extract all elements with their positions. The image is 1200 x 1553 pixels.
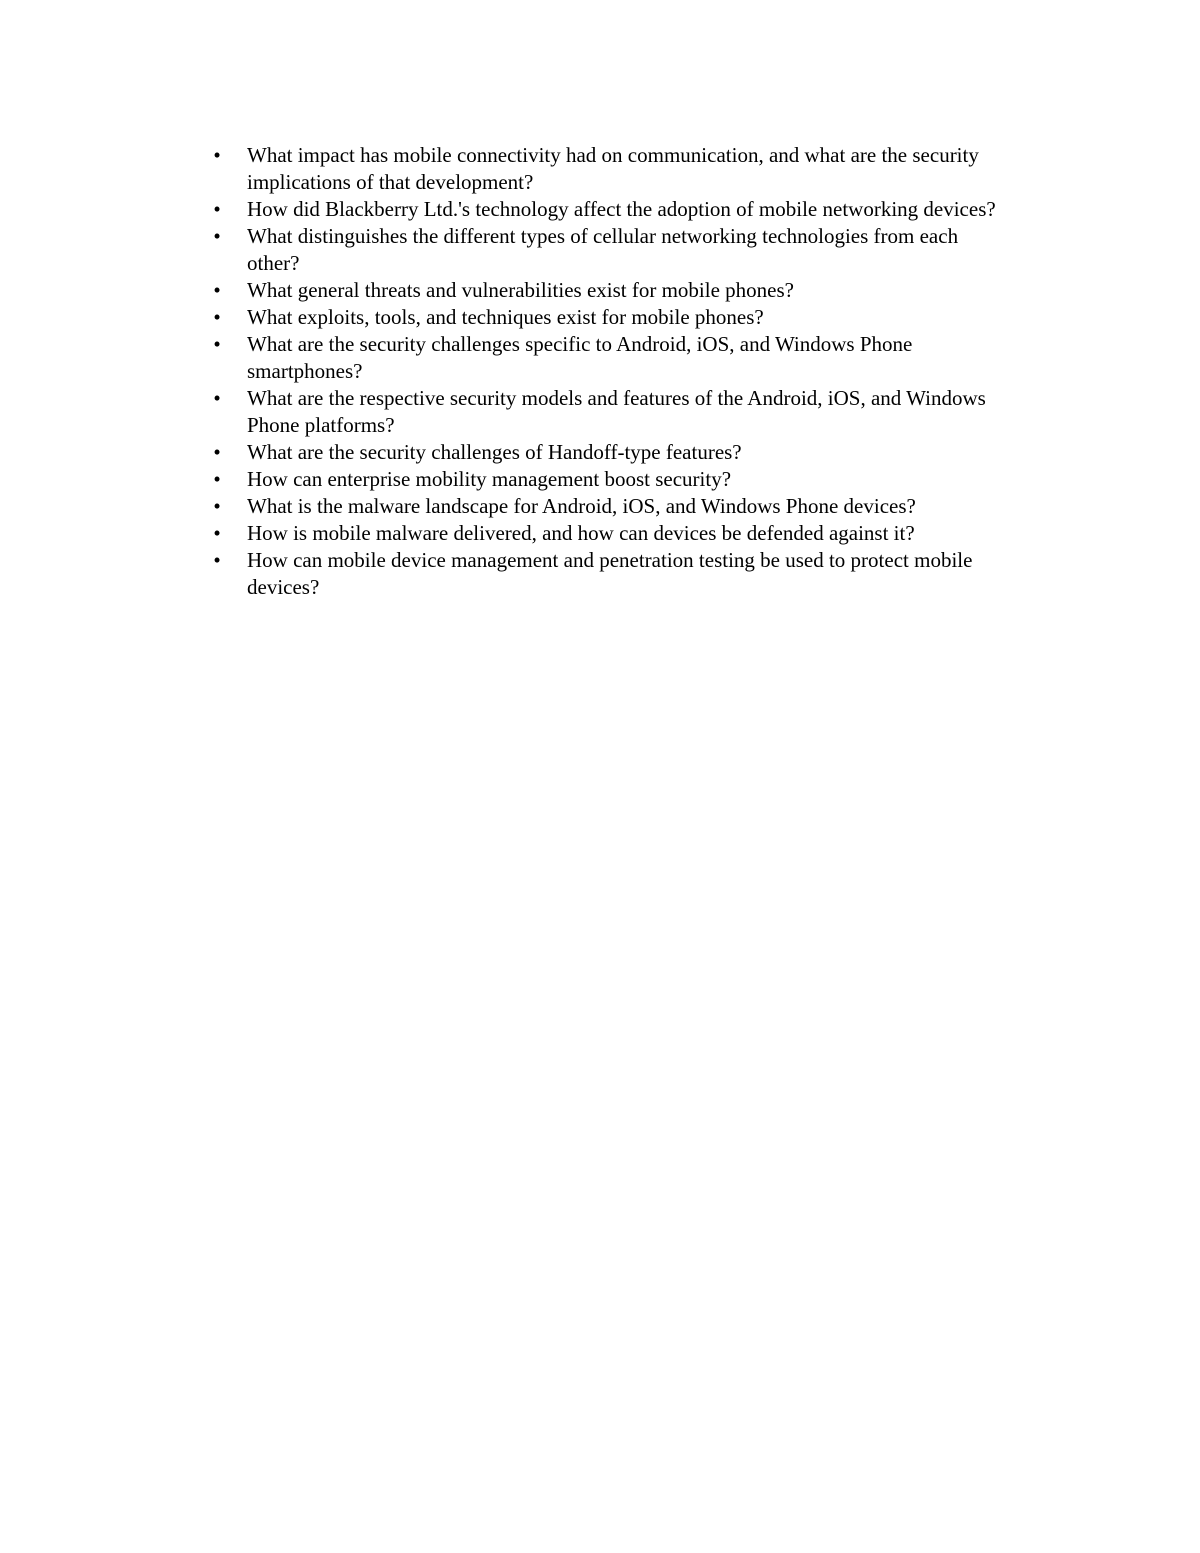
question-text: What is the malware landscape for Android, iOS, and Windows Phone devices? <box>247 494 916 518</box>
question-text: What exploits, tools, and techniques exist for mobile phones? <box>247 305 764 329</box>
list-item <box>210 439 1010 466</box>
list-item <box>210 466 1010 493</box>
bullet-icon: • <box>213 386 221 410</box>
list-item <box>210 304 1010 331</box>
question-text: What are the respective security models and features of the Android, iOS, and Windows Phone platforms? <box>247 386 986 437</box>
bullet-icon: • <box>213 197 221 221</box>
question-text: How did Blackberry Ltd.'s technology affect the adoption of mobile networking devices? <box>247 197 996 221</box>
list-item <box>210 277 1010 304</box>
question-text: How can mobile device management and penetration testing be used to protect mobile devices? <box>247 548 973 599</box>
list-item <box>210 385 1010 439</box>
bullet-icon: • <box>213 305 221 329</box>
bullet-icon: • <box>213 440 221 464</box>
bullet-icon: • <box>213 467 221 491</box>
list-item <box>210 520 1010 547</box>
bullet-icon: • <box>213 494 221 518</box>
list-item <box>210 493 1010 520</box>
list-item <box>210 196 1010 223</box>
question-list <box>210 142 1010 601</box>
list-item <box>210 547 1010 601</box>
bullet-icon: • <box>213 143 221 167</box>
question-text: How is mobile malware delivered, and how can devices be defended against it? <box>247 521 915 545</box>
list-item <box>210 223 1010 277</box>
bullet-icon: • <box>213 521 221 545</box>
question-text: What are the security challenges specific to Android, iOS, and Windows Phone smartphones? <box>247 332 913 383</box>
bullet-icon: • <box>213 548 221 572</box>
question-text: What general threats and vulnerabilities exist for mobile phones? <box>247 278 794 302</box>
question-text: How can enterprise mobility management boost security? <box>247 467 732 491</box>
question-text: What are the security challenges of Handoff-type features? <box>247 440 742 464</box>
list-item <box>210 142 1010 196</box>
bullet-icon: • <box>213 278 221 302</box>
bullet-icon: • <box>213 332 221 356</box>
question-text: What impact has mobile connectivity had on communication, and what are the security implications of that development? <box>247 143 979 194</box>
bullet-icon: • <box>213 224 221 248</box>
question-text: What distinguishes the different types of cellular networking technologies from each other? <box>247 224 959 275</box>
list-item <box>210 331 1010 385</box>
